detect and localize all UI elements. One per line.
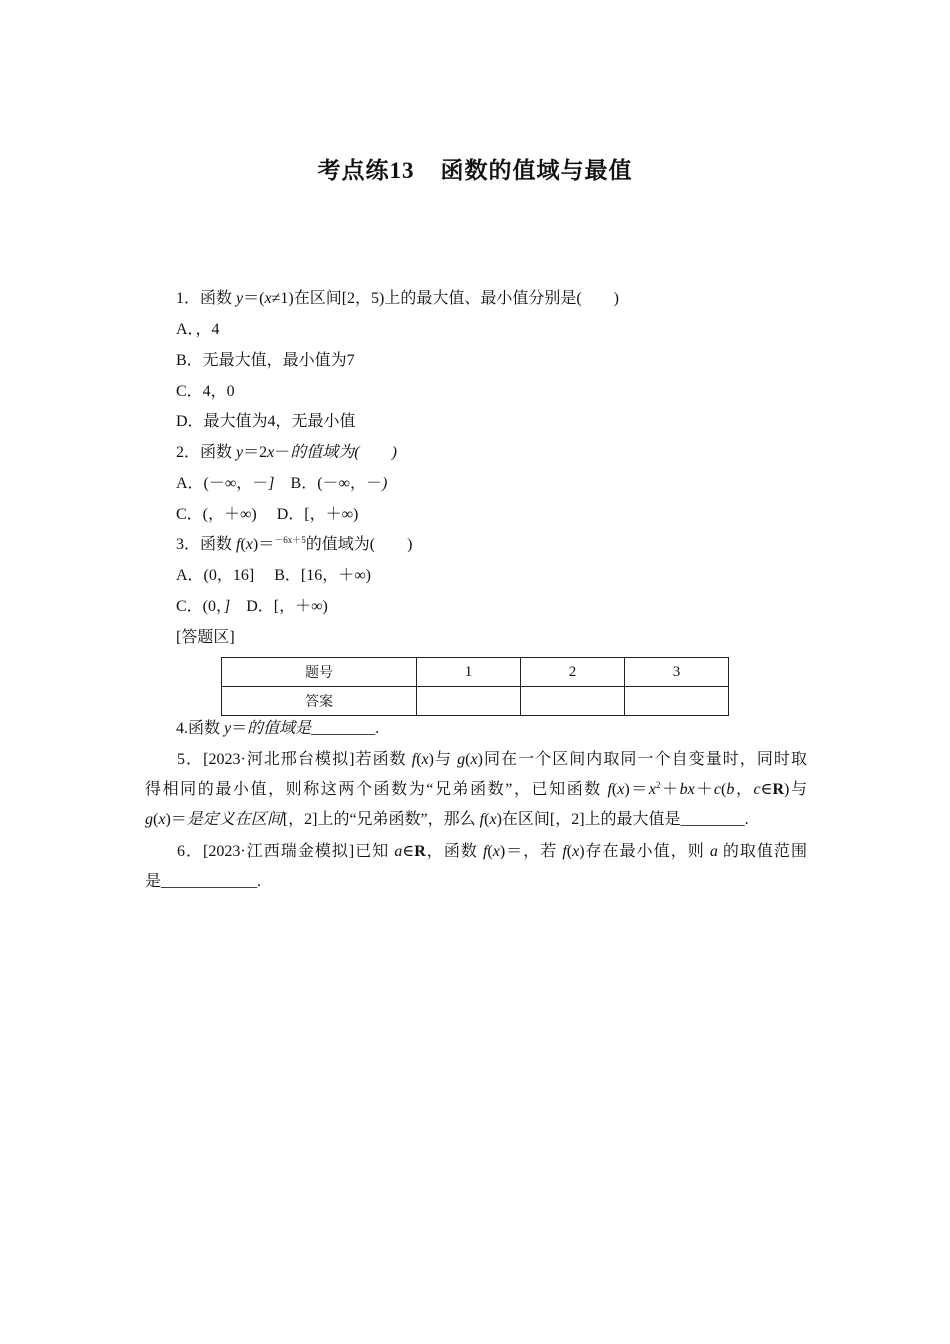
- q5-line-3: g(x)＝是定义在区间[，2]上的“兄弟函数”，那么 f(x)在区间[，2]上的最大值是________.: [145, 811, 749, 828]
- q2-stem: 2．函数 y＝2x－的值域为( ): [176, 444, 397, 461]
- q1-stem: 1．函数 y＝(x≠1)在区间[2，5)上的最大值、最小值分别是( ): [176, 290, 620, 307]
- page-title: [0, 152, 950, 185]
- q6-line-1: 6．[2023·江西瑞金模拟]已知 a∈R，函数 f(x)＝，若 f(x)存在最小值，则 a 的取值范围: [177, 843, 807, 860]
- q3-options-cd: C．(0，] D．[，＋∞): [176, 598, 328, 615]
- q1-option-b: B．无最大值，最小值为7: [176, 352, 355, 369]
- header-cell-q3: 3: [625, 658, 729, 687]
- answer-table-header-row: [222, 658, 729, 687]
- q1-option-a: A．，4: [176, 321, 220, 338]
- title-prefix: 考点练13: [317, 158, 415, 183]
- answer-cell-q1[interactable]: [417, 687, 521, 716]
- q1-option-d: D．最大值为4，无最小值: [176, 413, 356, 430]
- q4-blank[interactable]: ________: [311, 720, 376, 737]
- answer-cell-q2[interactable]: [521, 687, 625, 716]
- q1-option-c: C．4，0: [176, 383, 235, 400]
- q2-options-cd: C．(，＋∞) D．[，＋∞): [176, 506, 359, 523]
- header-cell-q1: 1: [417, 658, 521, 687]
- answer-area-label: [答题区]: [176, 629, 235, 646]
- title-main: 函数的值域与最值: [440, 158, 633, 183]
- q4-stem: 4.函数 y＝的值域是________.: [176, 720, 380, 737]
- answer-table-answer-row: [222, 687, 729, 716]
- header-cell-q2: 2: [521, 658, 625, 687]
- q3-options-ab: A．(0，16] B．[16，＋∞): [176, 567, 371, 584]
- q2-options-ab: A．(－∞，－] B．(－∞，－): [176, 475, 388, 492]
- q5-line-1: 5．[2023·河北邢台模拟]若函数 f(x)与 g(x)同在一个区间内取同一个自变量时，同时取: [177, 751, 807, 768]
- answer-cell-q3[interactable]: [625, 687, 729, 716]
- q6-blank[interactable]: ____________: [161, 873, 258, 890]
- q5-line-2: 得相同的最小值，则称这两个函数为“兄弟函数”，已知函数 $f(x)=x^2+bx+c(b$，c∈R)与: [145, 780, 807, 798]
- answer-row-label: 答案: [222, 687, 417, 716]
- answer-table: [221, 657, 729, 716]
- q3-stem: 3．函数 f(x)＝$^{-6x+5}$的值域为( ): [176, 535, 413, 553]
- q5-blank[interactable]: ________: [680, 811, 745, 828]
- header-cell-label: 题号: [222, 658, 417, 687]
- q6-line-2: 是____________.: [145, 873, 262, 890]
